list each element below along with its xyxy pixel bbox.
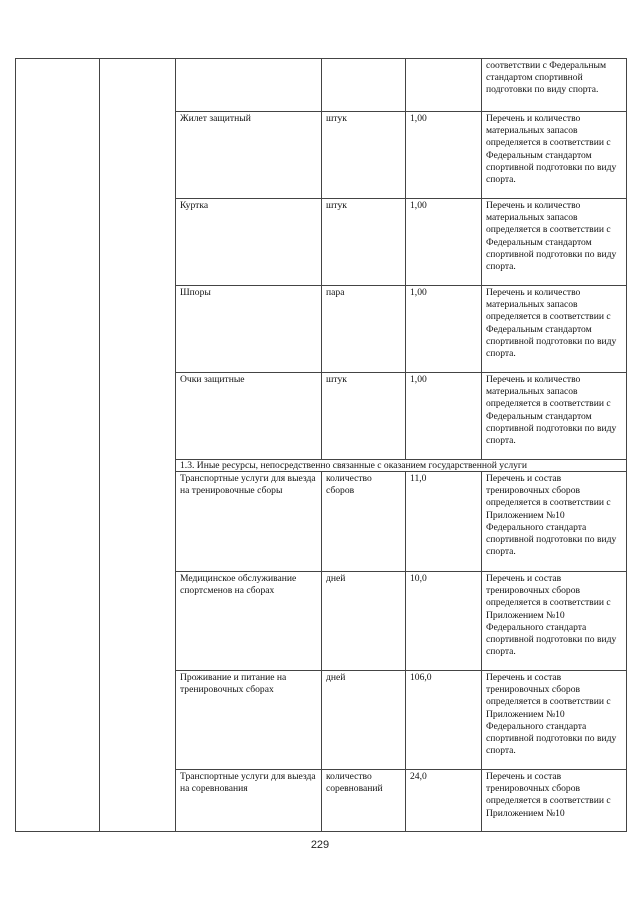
item-name-cell: Очки защитные (176, 373, 322, 460)
second-merged-cell (100, 59, 176, 832)
unit-cell: штук (322, 373, 406, 460)
quantity-cell: 1,00 (406, 373, 482, 460)
quantity-cell: 106,0 (406, 671, 482, 770)
unit-cell: дней (322, 671, 406, 770)
item-name-cell: Транспортные услуги для выезда на тренировочные сборы (176, 472, 322, 572)
note-cell: Перечень и количество материальных запасов определяется в соответствии с Федеральным стандартом спортивной подготовки по виду спорта. (482, 373, 627, 460)
item-name-cell: Медицинское обслуживание спортсменов на сборах (176, 572, 322, 671)
item-name-cell: Шпоры (176, 286, 322, 373)
note-cell: Перечень и количество материальных запасов определяется в соответствии с Федеральным стандартом спортивной подготовки по виду спорта. (482, 112, 627, 199)
note-cell: соответствии с Федеральным стандартом спортивной подготовки по виду спорта. (482, 59, 627, 112)
quantity-cell (406, 59, 482, 112)
unit-cell (322, 59, 406, 112)
unit-cell: дней (322, 572, 406, 671)
unit-cell: количество сборов (322, 472, 406, 572)
quantity-cell: 24,0 (406, 770, 482, 832)
page-number: 229 (310, 839, 330, 851)
resources-table (15, 58, 627, 832)
left-merged-cell (16, 59, 100, 832)
table-row (16, 59, 627, 112)
item-name-cell: Транспортные услуги для выезда на соревнования (176, 770, 322, 832)
item-name-cell: Жилет защитный (176, 112, 322, 199)
quantity-cell: 10,0 (406, 572, 482, 671)
note-cell: Перечень и количество материальных запасов определяется в соответствии с Федеральным стандартом спортивной подготовки по виду спорта. (482, 199, 627, 286)
item-name-cell (176, 59, 322, 112)
unit-cell: штук (322, 112, 406, 199)
item-name-cell: Куртка (176, 199, 322, 286)
quantity-cell: 1,00 (406, 199, 482, 286)
unit-cell: количество соревнований (322, 770, 406, 832)
note-cell: Перечень и состав тренировочных сборов определяется в соответствии с Приложением №10 Федерального стандарта спортивной подготовки по виду спорта. (482, 472, 627, 572)
unit-cell: пара (322, 286, 406, 373)
note-cell: Перечень и состав тренировочных сборов определяется в соответствии с Приложением №10 (482, 770, 627, 832)
quantity-cell: 1,00 (406, 286, 482, 373)
section-title: 1.3. Иные ресурсы, непосредственно связанные с оказанием государственной услуги (176, 460, 627, 472)
item-name-cell: Проживание и питание на тренировочных сборах (176, 671, 322, 770)
quantity-cell: 11,0 (406, 472, 482, 572)
note-cell: Перечень и состав тренировочных сборов определяется в соответствии с Приложением №10 Федерального стандарта спортивной подготовки по виду спорта. (482, 671, 627, 770)
unit-cell: штук (322, 199, 406, 286)
note-cell: Перечень и количество материальных запасов определяется в соответствии с Федеральным стандартом спортивной подготовки по виду спорта. (482, 286, 627, 373)
quantity-cell: 1,00 (406, 112, 482, 199)
note-cell: Перечень и состав тренировочных сборов определяется в соответствии с Приложением №10 Федерального стандарта спортивной подготовки по виду спорта. (482, 572, 627, 671)
